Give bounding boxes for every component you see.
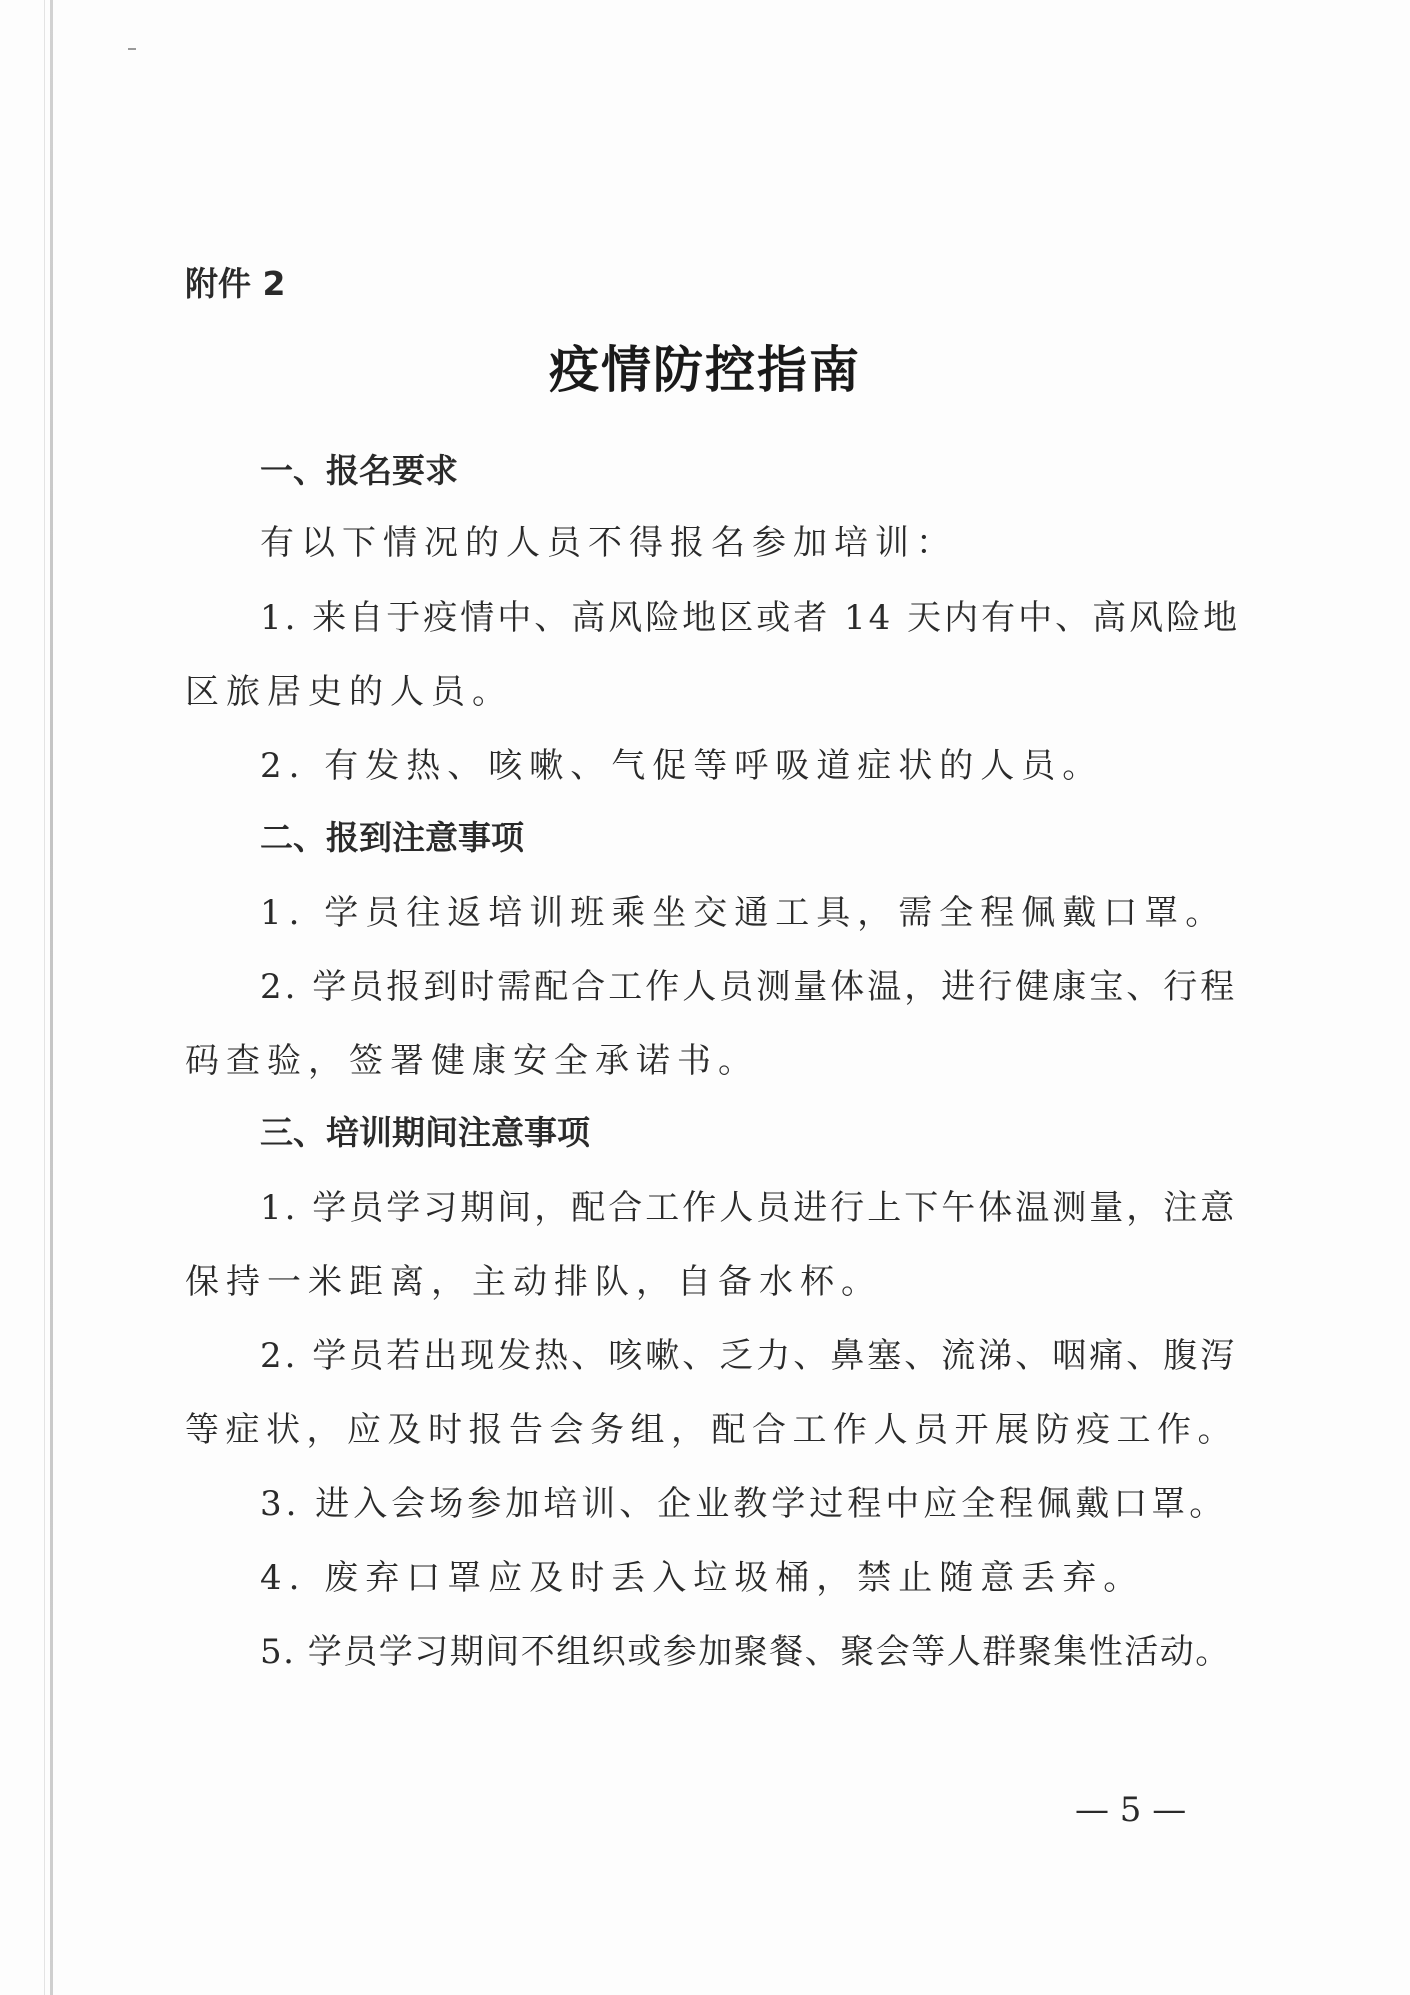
scan-edge-line [50,0,53,1995]
page-number: — 5 — [1075,1790,1187,1830]
paragraph-line: 4. 废弃口罩应及时丢入垃圾桶，禁止随意丢弃。 [260,1558,1145,1598]
paragraph-line: 5. 学员学习期间不组织或参加聚餐、聚会等人群聚集性活动。 [260,1632,1231,1672]
paragraph-line: 2. 学员报到时需配合工作人员测量体温，进行健康宝、行程 [260,967,1238,1007]
paragraph-line: 1. 来自于疫情中、高风险地区或者 14 天内有中、高风险地 [260,598,1241,638]
scan-edge-shadow [44,0,45,1995]
section-heading-registration: 一、报名要求 [260,451,458,490]
paragraph-line: 1. 学员学习期间，配合工作人员进行上下午体温测量，注意 [260,1188,1238,1228]
paragraph-line: 区旅居史的人员。 [185,672,513,712]
paragraph-line: 码查验，签署健康安全承诺书。 [185,1041,759,1081]
paragraph-line: 保持一米距离，主动排队，自备水杯。 [185,1262,882,1302]
paragraph-line: 等症状，应及时报告会务组，配合工作人员开展防疫工作。 [185,1410,1238,1450]
paragraph-line: 1. 学员往返培训班乘坐交通工具，需全程佩戴口罩。 [260,893,1227,933]
section-heading-training-period: 三、培训期间注意事项 [260,1113,590,1152]
paragraph-line: 2. 学员若出现发热、咳嗽、乏力、鼻塞、流涕、咽痛、腹泻 [260,1336,1238,1376]
scan-speck [128,48,136,50]
section-heading-check-in: 二、报到注意事项 [260,818,524,857]
paragraph-line: 2. 有发热、咳嗽、气促等呼吸道症状的人员。 [260,746,1104,786]
paragraph-line: 有以下情况的人员不得报名参加培训： [260,523,957,563]
attachment-label: 附件 2 [185,264,286,303]
paragraph-line: 3. 进入会场参加培训、企业教学过程中应全程佩戴口罩。 [260,1484,1228,1524]
document-title: 疫情防控指南 [549,340,861,399]
